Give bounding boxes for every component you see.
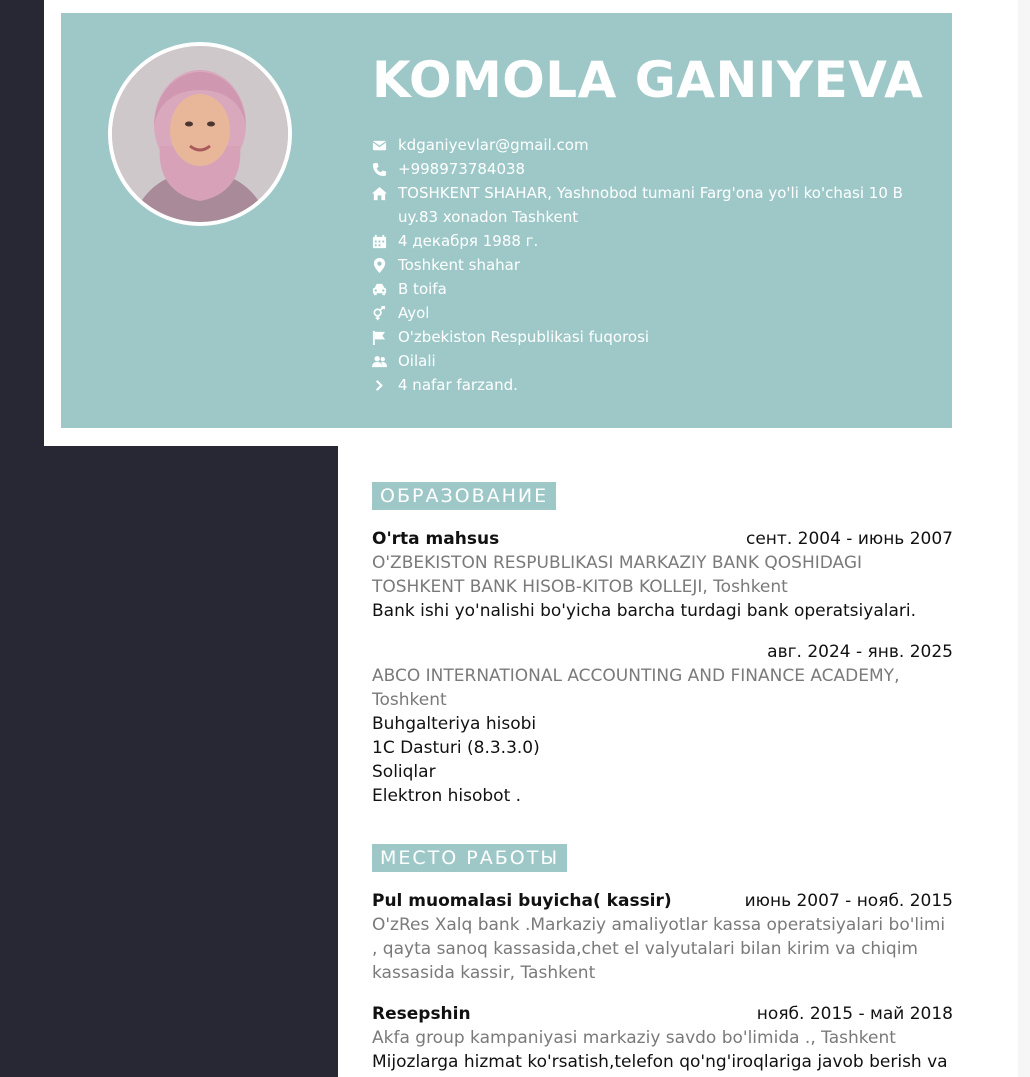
- work-entry: [372, 889, 953, 985]
- calendar-icon: [372, 229, 398, 253]
- full-name: KOMOLA GANIYEVA: [372, 51, 924, 109]
- contact-gender-text: Ayol: [398, 304, 430, 322]
- contact-email[interactable]: [372, 133, 912, 157]
- section-title: ОБРАЗОВАНИЕ: [372, 482, 556, 510]
- entry-title: O'rta mahsus: [372, 529, 500, 549]
- contact-license: [372, 277, 912, 301]
- entry-organization: O'zRes Xalq bank .Markaziy amaliyotlar kassa operatsiyalari bo'limi , qayta sanoq kassasida,chet el valyutalari bilan kirim va chiqim kassasida kassir, Tashkent: [372, 915, 946, 983]
- contact-citizenship: [372, 325, 912, 349]
- contact-phone[interactable]: [372, 157, 912, 181]
- entry-description: 1C Dasturi (8.3.3.0): [372, 738, 540, 758]
- profile-photo: [112, 46, 288, 222]
- entry-title: Resepshin: [372, 1004, 471, 1024]
- entry-title: Pul muomalasi buyicha( kassir): [372, 891, 672, 911]
- gender-icon: [372, 301, 398, 325]
- education-section: [372, 482, 953, 808]
- entry-organization: ABCO INTERNATIONAL ACCOUNTING AND FINANCE ACADEMY, Toshkent: [372, 666, 900, 710]
- section-title: МЕСТО РАБОТЫ: [372, 844, 567, 872]
- sidebar-panel: [0, 446, 338, 1077]
- home-icon: [372, 181, 398, 205]
- main-content: [372, 482, 953, 1074]
- contact-location-text: Toshkent shahar: [398, 256, 521, 274]
- work-section: [372, 844, 953, 1074]
- contact-children-text: 4 nafar farzand.: [398, 376, 518, 394]
- phone-icon: [372, 157, 398, 181]
- contact-list: [372, 133, 912, 397]
- entry-organization: O'ZBEKISTON RESPUBLIKASI MARKAZIY BANK QOSHIDAGI TOSHKENT BANK HISOB-KITOB KOLLEJI, Toshkent: [372, 553, 863, 597]
- car-icon: [372, 277, 398, 301]
- profile-header: [61, 13, 952, 428]
- contact-gender: [372, 301, 912, 325]
- entry-date: сент. 2004 - июнь 2007: [746, 529, 953, 549]
- contact-address: [372, 181, 912, 229]
- page-edge: [1018, 0, 1030, 1077]
- contact-location: [372, 253, 912, 277]
- map-pin-icon: [372, 253, 398, 277]
- entry-description: Bank ishi yo'nalishi bo'yicha barcha turdagi bank operatsiyalari.: [372, 601, 916, 621]
- contact-address-text: TOSHKENT SHAHAR, Yashnobod tumani Farg'ona yo'li ko'chasi 10 B uy.83 xonadon Tashkent: [398, 184, 903, 226]
- entry-date: авг. 2024 - янв. 2025: [767, 642, 953, 662]
- chevron-right-icon: [372, 373, 398, 397]
- entry-description: Elektron hisobot .: [372, 786, 522, 806]
- education-entry: [372, 527, 953, 623]
- entry-organization: Akfa group kampaniyasi markaziy savdo bo'limida ., Tashkent: [372, 1028, 896, 1048]
- users-icon: [372, 349, 398, 373]
- contact-marital: [372, 349, 912, 373]
- entry-date: нояб. 2015 - май 2018: [756, 1004, 953, 1024]
- work-entry: [372, 1002, 953, 1074]
- entry-description: Mijozlarga hizmat ko'rsatish,telefon qo'ng'iroqlariga javob berish va: [372, 1052, 948, 1072]
- contact-birthdate: [372, 229, 912, 253]
- contact-email-text: kdganiyevlar@gmail.com: [398, 136, 589, 154]
- contact-children: [372, 373, 912, 397]
- entry-description: Buhgalteriya hisobi: [372, 714, 537, 734]
- entry-date: июнь 2007 - нояб. 2015: [744, 891, 953, 911]
- avatar: [108, 42, 292, 226]
- contact-license-text: B toifa: [398, 280, 447, 298]
- education-entry: [372, 640, 953, 808]
- entry-description: Soliqlar: [372, 762, 436, 782]
- contact-marital-text: Oilali: [398, 352, 436, 370]
- contact-birthdate-text: 4 декабря 1988 г.: [398, 232, 539, 250]
- flag-icon: [372, 325, 398, 349]
- envelope-icon: [372, 133, 398, 157]
- contact-citizenship-text: O'zbekiston Respublikasi fuqorosi: [398, 328, 650, 346]
- contact-phone-text: +998973784038: [398, 160, 526, 178]
